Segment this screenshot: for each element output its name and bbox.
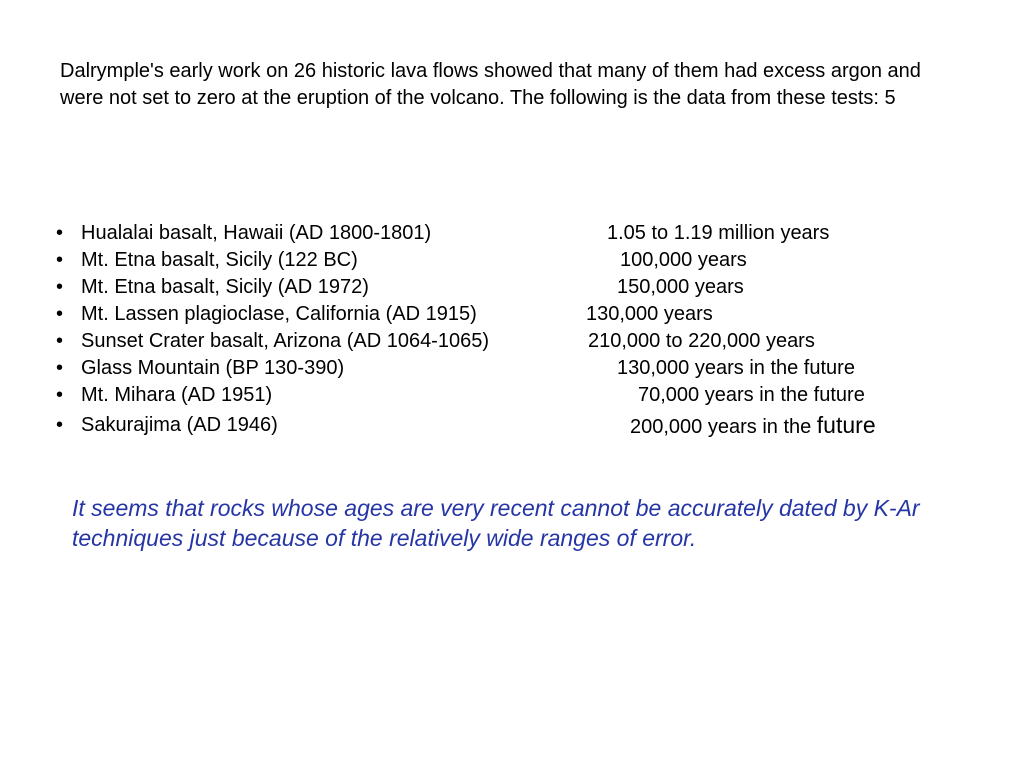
bullet-icon: • <box>56 249 64 271</box>
bullet-icon: • <box>56 276 64 298</box>
intro-paragraph: Dalrymple's early work on 26 historic lava flows showed that many of them had excess argon and were not set to zero at the eruption of the volcano. The following is the data from these tests: 5 <box>60 60 921 109</box>
age-value: 70,000 years in the future <box>638 384 865 406</box>
bullet-icon: • <box>56 303 64 325</box>
age-value: 100,000 years <box>620 249 747 271</box>
age-value: 1.05 to 1.19 million years <box>607 222 830 244</box>
age-value: 130,000 years <box>586 303 713 325</box>
bullet-icon: • <box>56 330 64 352</box>
bullet-icon: • <box>56 357 64 379</box>
bullet-icon: • <box>56 222 64 244</box>
bullet-icon: • <box>56 414 64 436</box>
age-value-suffix: future <box>816 412 876 438</box>
age-value: 150,000 years <box>617 276 744 298</box>
flow-name: Glass Mountain (BP 130-390) <box>81 357 345 379</box>
age-value: 130,000 years in the future <box>617 357 855 379</box>
flow-name: Mt. Etna basalt, Sicily (AD 1972) <box>81 276 369 298</box>
conclusion-paragraph: It seems that rocks whose ages are very recent cannot be accurately dated by K-Ar techniques just because of the relatively wide ranges of error. <box>72 495 920 551</box>
flow-name: Mt. Etna basalt, Sicily (122 BC) <box>81 249 358 271</box>
age-value: 210,000 to 220,000 years <box>588 330 815 352</box>
bullet-icon: • <box>56 384 64 406</box>
flow-name: Sunset Crater basalt, Arizona (AD 1064-1065) <box>81 330 489 352</box>
age-value-prefix: 200,000 years in the <box>630 416 817 438</box>
flow-name: Sakurajima (AD 1946) <box>81 414 278 436</box>
age-value <box>630 412 876 441</box>
flow-name: Hualalai basalt, Hawaii (AD 1800-1801) <box>81 222 432 244</box>
flow-name: Mt. Lassen plagioclase, California (AD 1915) <box>81 303 477 325</box>
flow-name: Mt. Mihara (AD 1951) <box>81 384 273 406</box>
